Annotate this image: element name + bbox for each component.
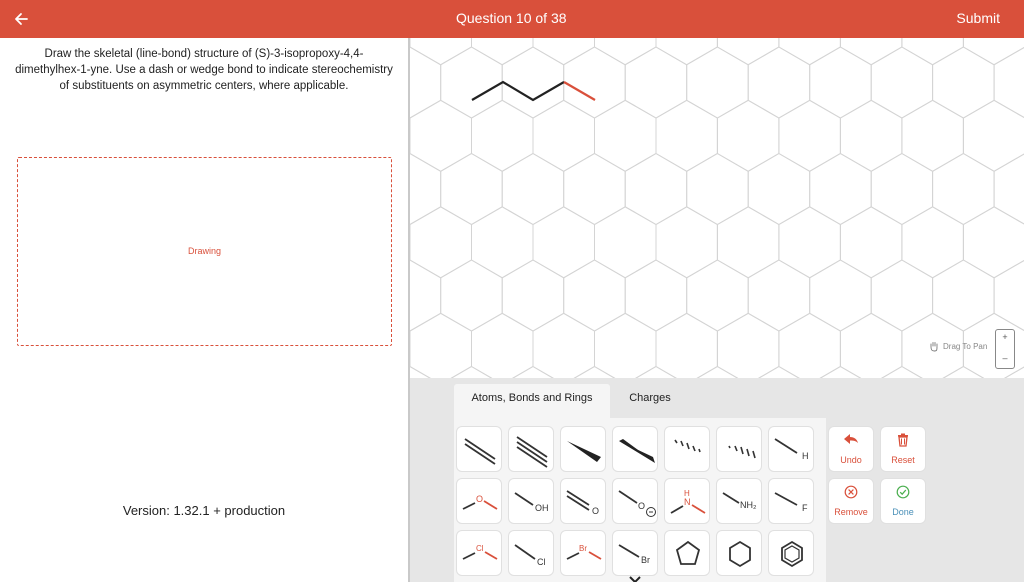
bromo-end-tool[interactable] <box>612 530 658 576</box>
question-counter: Question 10 of 38 <box>456 10 567 26</box>
chloro-middle-icon <box>457 531 503 577</box>
amine-tool[interactable] <box>664 478 710 524</box>
tools-grid <box>454 418 826 582</box>
tab-charges[interactable]: Charges <box>629 392 671 404</box>
undo-button[interactable] <box>828 426 874 472</box>
amino-icon <box>717 479 763 525</box>
chevron-down-icon <box>613 541 659 582</box>
hydrogen-label: H <box>802 451 809 461</box>
top-bar <box>0 0 1024 38</box>
remove-button[interactable] <box>828 478 874 524</box>
chloro-middle-tool[interactable] <box>456 530 502 576</box>
oxide-anion-tool[interactable] <box>612 478 658 524</box>
carbonyl-label: O <box>592 506 600 516</box>
cyclohexane-tool[interactable] <box>716 530 762 576</box>
zoom-in-button[interactable]: + <box>1002 332 1008 342</box>
drawing-label: Drawing <box>187 246 221 256</box>
dash-bond-icon <box>665 427 711 473</box>
drawn-bond-chain[interactable] <box>472 82 564 100</box>
ether-oxygen-label: O <box>476 494 484 504</box>
trash-icon <box>881 433 925 452</box>
dash-bond-reverse-icon <box>717 427 763 473</box>
cyclopentane-icon <box>665 531 711 577</box>
wedge-bond-reverse-icon <box>613 427 659 473</box>
chloro-end-label: Cl <box>537 557 546 567</box>
cyclopentane-tool[interactable] <box>664 530 710 576</box>
double-bond-icon <box>457 427 503 473</box>
carbonyl-icon <box>561 479 607 525</box>
ether-oxygen-tool[interactable] <box>456 478 502 524</box>
amino-tool[interactable] <box>716 478 762 524</box>
wedge-bond-icon <box>561 427 607 473</box>
drag-to-pan-hint[interactable] <box>928 340 987 352</box>
amine-h-label: H <box>684 489 690 498</box>
bromo-middle-icon <box>561 531 607 577</box>
cyclohexane-icon <box>717 531 763 577</box>
drag-to-pan-label: Drag To Pan <box>943 341 988 351</box>
undo-label: Undo <box>840 455 862 465</box>
hydroxyl-label: OH <box>535 503 549 513</box>
arrow-left-icon <box>13 11 29 27</box>
ether-oxygen-icon <box>457 479 503 525</box>
triple-bond-icon <box>509 427 555 473</box>
chloro-middle-label: Cl <box>476 544 484 553</box>
wedge-bond-right-tool[interactable] <box>612 426 658 472</box>
dash-bond-left-tool[interactable] <box>664 426 710 472</box>
chloro-end-icon <box>509 531 555 577</box>
fluorine-icon <box>769 479 815 525</box>
hydroxyl-icon <box>509 479 555 525</box>
drawing-answer-box[interactable] <box>17 157 392 346</box>
done-button[interactable] <box>880 478 926 524</box>
hydroxyl-tool[interactable] <box>508 478 554 524</box>
benzene-icon <box>769 531 815 577</box>
zoom-control <box>995 329 1015 369</box>
bromo-middle-label: Br <box>579 544 587 553</box>
wedge-bond-left-tool[interactable] <box>560 426 606 472</box>
amine-n-label: N <box>684 497 691 507</box>
oxide-anion-icon <box>613 479 659 525</box>
bromo-middle-tool[interactable] <box>560 530 606 576</box>
back-button[interactable] <box>6 4 36 34</box>
hydrogen-bond-icon <box>769 427 815 473</box>
carbonyl-tool[interactable] <box>560 478 606 524</box>
tool-tabs <box>454 378 1024 418</box>
oxide-label: O <box>638 501 646 511</box>
reset-label: Reset <box>891 455 915 465</box>
drawn-structure <box>410 38 1024 378</box>
reset-button[interactable] <box>880 426 926 472</box>
check-circle-icon <box>881 485 925 504</box>
fluorine-label: F <box>802 503 808 513</box>
remove-icon <box>829 485 873 504</box>
done-label: Done <box>892 507 914 517</box>
amine-icon <box>665 479 711 525</box>
selected-bond[interactable] <box>564 82 595 100</box>
bromo-end-label: Br <box>641 555 650 565</box>
question-text: Draw the skeletal (line-bond) structure of (S)-3-isopropoxy-4,4-dimethylhex-1-yne. Use a dash or wedge bond to indicate stereochemistry of substituents on asymmetric centers, where applicable. <box>15 48 393 92</box>
chloro-end-tool[interactable] <box>508 530 554 576</box>
triple-bond-tool[interactable] <box>508 426 554 472</box>
version-label: Version: 1.32.1 + production <box>122 503 286 518</box>
tab-atoms-bonds-rings[interactable]: Atoms, Bonds and Rings <box>454 384 610 418</box>
amino-label: NH₂ <box>740 500 757 510</box>
zoom-out-button[interactable]: – <box>1002 353 1008 363</box>
fluorine-tool[interactable] <box>768 478 814 524</box>
double-bond-tool[interactable] <box>456 426 502 472</box>
remove-label: Remove <box>834 507 868 517</box>
submit-button[interactable]: Submit <box>956 10 1000 26</box>
hand-icon <box>928 340 940 352</box>
tool-panel <box>410 378 1024 582</box>
hydrogen-atom-tool[interactable] <box>768 426 814 472</box>
question-panel <box>0 38 408 582</box>
benzene-tool[interactable] <box>768 530 814 576</box>
undo-icon <box>829 433 873 452</box>
drawing-canvas[interactable] <box>410 38 1024 378</box>
dash-bond-right-tool[interactable] <box>716 426 762 472</box>
